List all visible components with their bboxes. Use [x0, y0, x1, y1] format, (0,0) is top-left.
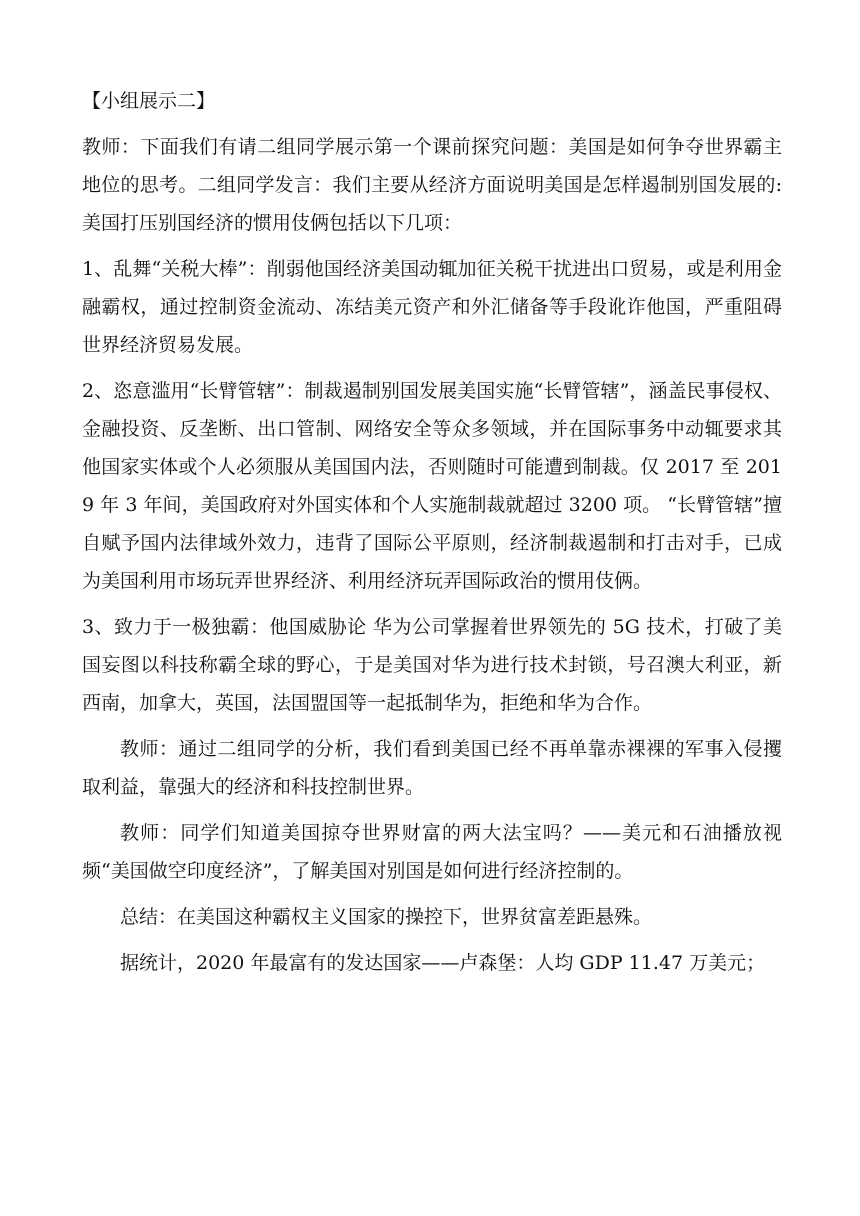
teacher-intro-paragraph: 教师：下面我们有请二组同学展示第一个课前探究问题：美国是如何争夺世界霸主地位的思考。二组同学发言：我们主要从经济方面说明美国是怎样遏制别国发展的:美国打压别国经济的惯用伎俩包括以下几项： [82, 136, 782, 234]
summary-paragraph: 总结：在美国这种霸权主义国家的操控下，世界贫富差距悬殊。 [120, 906, 653, 928]
teacher-analysis-paragraph: 教师：通过二组同学的分析，我们看到美国已经不再单靠赤裸裸的军事入侵攫取利益，靠强大的经济和科技控制世界。 [82, 738, 782, 798]
point-1-paragraph: 1、乱舞“关税大棒”：削弱他国经济美国动辄加征关税干扰进出口贸易，或是利用金融霸权，通过控制资金流动、冻结美元资产和外汇储备等手段讹诈他国，严重阻碍世界经济贸易发展。 [82, 258, 782, 356]
statistics-paragraph: 据统计，2020 年最富有的发达国家——卢森堡：人均 GDP 11.47 万美元； [120, 952, 766, 974]
document-page [82, 82, 782, 990]
section-heading: 【小组展示二】 [82, 90, 216, 112]
teacher-question-paragraph: 教师：同学们知道美国掠夺世界财富的两大法宝吗？——美元和石油播放视频“美国做空印度经济”，了解美国对别国是如何进行经济控制的。 [82, 822, 782, 882]
point-2-paragraph: 2、恣意滥用“长臂管辖”：制裁遏制别国发展美国实施“长臂管辖”，涵盖民事侵权、金融投资、反垄断、出口管制、网络安全等众多领域，并在国际事务中动辄要求其他国家实体或个人必须服从美国国内法，否则随时可能遭到制裁。仅 2017 至 2019 年 3 年间，美国政府对外国实体和个人实施制裁就超过 3200 项。 “长臂管辖”擅自赋予国内法律域外效力，违背了国际公平原则，经济制裁遏制和打击对手，已成为美国利用市场玩弄世界经济、利用经济玩弄国际政治的惯用伎俩。 [82, 380, 782, 592]
point-3-paragraph: 3、致力于一极独霸：他国威胁论 华为公司掌握着世界领先的 5G 技术，打破了美国妄图以科技称霸全球的野心，于是美国对华为进行技术封锁，号召澳大利亚，新西南，加拿大，英国，法国盟国等一起抵制华为，拒绝和华为合作。 [82, 616, 782, 714]
